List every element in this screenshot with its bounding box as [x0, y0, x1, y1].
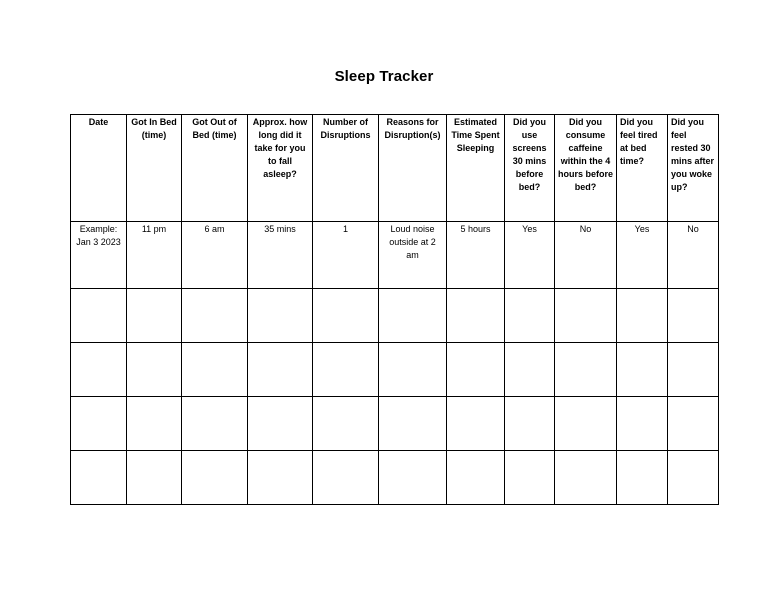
blank-entry-cell[interactable] [379, 289, 447, 343]
blank-entry-cell[interactable] [447, 451, 505, 505]
sleep-tracker-table [70, 114, 719, 505]
blank-entry-cell[interactable] [248, 397, 313, 451]
blank-entry-cell[interactable] [379, 451, 447, 505]
blank-entry-cell[interactable] [555, 343, 617, 397]
header-got-in-bed: Got In Bed (time) [127, 115, 182, 222]
blank-entry-cell[interactable] [313, 397, 379, 451]
header-estimated-time-sleeping: Estimated Time Spent Sleeping [447, 115, 505, 222]
example-reasons-cell: Loud noise outside at 2 am [379, 222, 447, 289]
header-time-to-fall-asleep: Approx. how long did it take for you to fall asleep? [248, 115, 313, 222]
blank-entry-cell[interactable] [505, 451, 555, 505]
blank-entry-cell[interactable] [447, 397, 505, 451]
blank-entry-cell[interactable] [447, 289, 505, 343]
blank-entry-cell[interactable] [182, 289, 248, 343]
header-number-of-disruptions: Number of Disruptions [313, 115, 379, 222]
blank-entry-row [71, 451, 719, 505]
blank-entry-cell[interactable] [71, 343, 127, 397]
example-caffeine-cell: No [555, 222, 617, 289]
blank-entry-cell[interactable] [71, 451, 127, 505]
header-row [71, 115, 719, 222]
example-got-in-bed-cell: 11 pm [127, 222, 182, 289]
example-got-out-of-bed-cell: 6 am [182, 222, 248, 289]
example-time-sleeping-cell: 5 hours [447, 222, 505, 289]
blank-entry-cell[interactable] [127, 397, 182, 451]
blank-entry-cell[interactable] [248, 451, 313, 505]
example-time-to-fall-asleep-cell: 35 mins [248, 222, 313, 289]
blank-entry-cell[interactable] [71, 397, 127, 451]
header-reasons-for-disruptions: Reasons for Disruption(s) [379, 115, 447, 222]
example-rested-cell: No [668, 222, 719, 289]
blank-entry-cell[interactable] [379, 343, 447, 397]
blank-entry-cell[interactable] [555, 397, 617, 451]
blank-entry-cell[interactable] [182, 451, 248, 505]
blank-entry-cell[interactable] [668, 397, 719, 451]
header-tired-at-bed-time: Did you feel tired at bed time? [617, 115, 668, 222]
blank-entry-cell[interactable] [127, 289, 182, 343]
blank-entry-cell[interactable] [313, 451, 379, 505]
blank-entry-row [71, 343, 719, 397]
blank-entry-cell[interactable] [127, 451, 182, 505]
example-date-cell: Example: Jan 3 2023 [71, 222, 127, 289]
blank-entry-cell[interactable] [505, 289, 555, 343]
blank-entry-cell[interactable] [71, 289, 127, 343]
blank-entry-cell[interactable] [127, 343, 182, 397]
blank-entry-cell[interactable] [555, 451, 617, 505]
example-tired-cell: Yes [617, 222, 668, 289]
blank-entry-cell[interactable] [379, 397, 447, 451]
header-screens-before-bed: Did you use screens 30 mins before bed? [505, 115, 555, 222]
blank-entry-cell[interactable] [313, 343, 379, 397]
blank-entry-cell[interactable] [313, 289, 379, 343]
blank-entry-cell[interactable] [617, 397, 668, 451]
blank-entry-cell[interactable] [617, 451, 668, 505]
example-disruptions-cell: 1 [313, 222, 379, 289]
blank-entry-cell[interactable] [447, 343, 505, 397]
header-rested-after-waking: Did you feel rested 30 mins after you woke up? [668, 115, 719, 222]
blank-entry-cell[interactable] [555, 289, 617, 343]
example-screens-cell: Yes [505, 222, 555, 289]
blank-entry-row [71, 397, 719, 451]
blank-entry-cell[interactable] [668, 289, 719, 343]
header-caffeine-before-bed: Did you consume caffeine within the 4 hours before bed? [555, 115, 617, 222]
blank-entry-cell[interactable] [505, 343, 555, 397]
blank-entry-cell[interactable] [668, 451, 719, 505]
blank-entry-cell[interactable] [248, 289, 313, 343]
blank-entry-cell[interactable] [668, 343, 719, 397]
blank-entry-cell[interactable] [248, 343, 313, 397]
blank-entry-cell[interactable] [182, 397, 248, 451]
example-row [71, 222, 719, 289]
blank-entry-row [71, 289, 719, 343]
blank-entry-cell[interactable] [617, 289, 668, 343]
blank-entry-cell[interactable] [617, 343, 668, 397]
blank-entry-cell[interactable] [182, 343, 248, 397]
blank-entry-cell[interactable] [505, 397, 555, 451]
page-title: Sleep Tracker [334, 68, 434, 85]
header-date: Date [71, 115, 127, 222]
header-got-out-of-bed: Got Out of Bed (time) [182, 115, 248, 222]
